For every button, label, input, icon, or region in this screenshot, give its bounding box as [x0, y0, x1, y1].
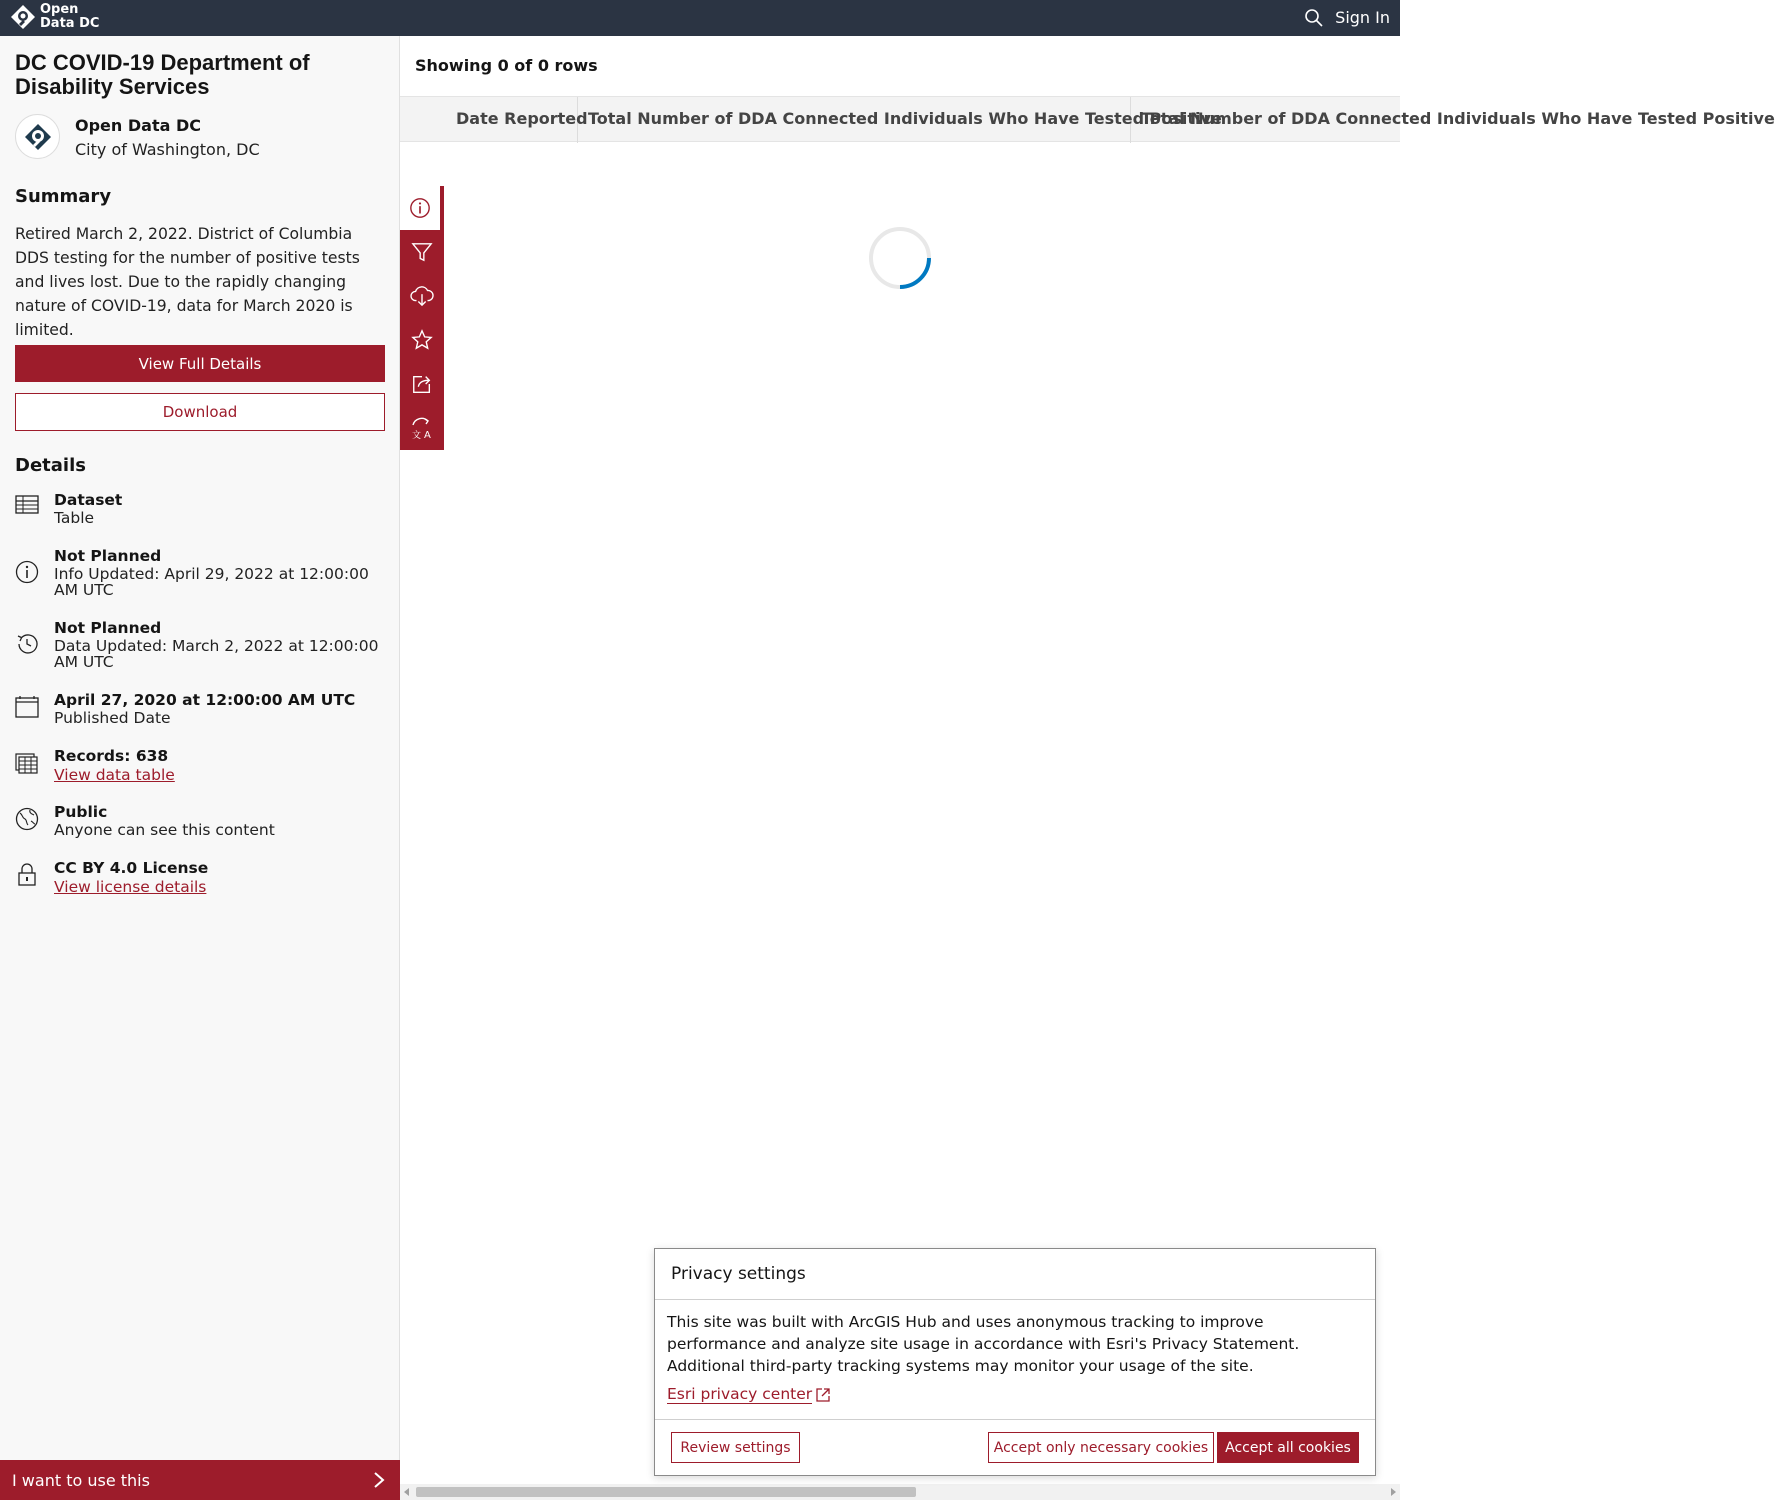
rail-share-button[interactable] [400, 362, 444, 406]
detail-subtitle: Data Updated: March 2, 2022 at 12:00:00 AM UTC [54, 637, 379, 671]
info-icon [15, 560, 39, 584]
accept-necessary-cookies-button[interactable]: Accept only necessary cookies [988, 1432, 1214, 1463]
info-icon [409, 197, 431, 219]
row-count-label: Showing 0 of 0 rows [415, 56, 598, 75]
column-header-total-positive-2[interactable]: Total Number of DDA Connected Individuals Who Have Tested Positive [1141, 109, 1775, 128]
horizontal-scrollbar[interactable] [400, 1484, 1400, 1500]
table-icon [15, 492, 39, 516]
divider [655, 1299, 1375, 1300]
rail-info-button[interactable] [400, 186, 442, 230]
detail-title: CC BY 4.0 License [54, 859, 209, 877]
column-header-date-reported[interactable]: Date Reported [446, 97, 578, 143]
organization-city: City of Washington, DC [75, 140, 260, 159]
scroll-left-arrow-icon[interactable] [404, 1488, 409, 1496]
organization-avatar [15, 114, 60, 159]
rail-download-button[interactable] [400, 274, 444, 318]
share-icon [411, 373, 433, 395]
table-header [400, 96, 1775, 142]
rail-favorite-button[interactable] [400, 318, 444, 362]
detail-title: April 27, 2020 at 12:00:00 AM UTC [54, 691, 356, 709]
view-data-table-link[interactable]: View data table [54, 766, 175, 784]
svg-text:文: 文 [412, 431, 422, 441]
summary-text: Retired March 2, 2022. District of Columbia DDS testing for the number of positive tests and lives lost. Due to the rapidly changing nature of COVID-19, data for March 2020 is limited. [15, 225, 360, 339]
calendar-icon [15, 695, 39, 719]
organization-name: Open Data DC [75, 116, 201, 135]
site-name-line2: Data DC [40, 16, 100, 31]
dataset-info-panel [0, 36, 400, 1500]
top-navigation-bar [0, 0, 1400, 36]
detail-title: Public [54, 803, 108, 821]
detail-title: Not Planned [54, 619, 162, 637]
site-logo[interactable] [10, 3, 99, 31]
lock-icon [15, 863, 39, 887]
download-button[interactable]: Download [15, 393, 385, 431]
review-settings-button[interactable]: Review settings [671, 1432, 800, 1463]
esri-privacy-center-link[interactable]: Esri privacy center [667, 1385, 813, 1403]
action-rail [400, 186, 444, 450]
privacy-dialog-text: This site was built with ArcGIS Hub and uses anonymous tracking to improve performance and analyze site usage in accordance with Esri's Privacy Statement. Additional third-party tracking systems may monitor your usage of the site. [667, 1313, 1300, 1375]
detail-subtitle: Published Date [54, 709, 171, 727]
scroll-right-arrow-icon[interactable] [1391, 1488, 1396, 1496]
view-full-details-button[interactable]: View Full Details [15, 345, 385, 382]
privacy-dialog-title: Privacy settings [671, 1264, 806, 1284]
detail-subtitle: Table [54, 509, 95, 527]
column-header-total-positive[interactable]: Total Number of DDA Connected Individuals Who Have Tested Positive [578, 97, 1131, 143]
search-icon[interactable] [1304, 8, 1324, 28]
history-icon [15, 632, 39, 656]
globe-icon [15, 807, 39, 831]
open-data-dc-logo-icon [10, 4, 36, 30]
translate-icon [410, 416, 434, 440]
filter-icon [411, 241, 433, 263]
view-license-details-link[interactable]: View license details [54, 878, 207, 896]
cloud-download-icon [410, 285, 434, 307]
records-icon [15, 751, 39, 775]
i-want-to-use-this-button[interactable] [0, 1460, 400, 1500]
site-name-line1: Open [40, 2, 79, 17]
use-bar-label: I want to use this [12, 1471, 150, 1490]
detail-title: Records: 638 [54, 747, 169, 765]
privacy-settings-dialog [654, 1248, 1376, 1476]
star-icon [411, 329, 433, 351]
site-name [40, 3, 99, 31]
detail-subtitle: Anyone can see this content [54, 821, 275, 839]
organization-logo-icon [23, 122, 53, 152]
divider [655, 1419, 1375, 1420]
rail-translate-button[interactable] [400, 406, 444, 450]
detail-title: Dataset [54, 491, 123, 509]
detail-subtitle: Info Updated: April 29, 2022 at 12:00:00 AM UTC [54, 565, 369, 599]
sign-in-link[interactable]: Sign In [1335, 8, 1390, 27]
detail-title: Not Planned [54, 547, 162, 565]
external-link-icon [815, 1387, 831, 1403]
details-heading: Details [15, 455, 86, 476]
dataset-title: DC COVID-19 Department of Disability Services [15, 50, 310, 99]
summary-heading: Summary [15, 186, 112, 207]
rail-filter-button[interactable] [400, 230, 444, 274]
loading-spinner-icon [868, 226, 932, 290]
accept-all-cookies-button[interactable]: Accept all cookies [1217, 1432, 1359, 1463]
svg-text:A: A [424, 430, 431, 441]
scrollbar-thumb[interactable] [416, 1487, 916, 1497]
chevron-right-icon [372, 1472, 386, 1488]
